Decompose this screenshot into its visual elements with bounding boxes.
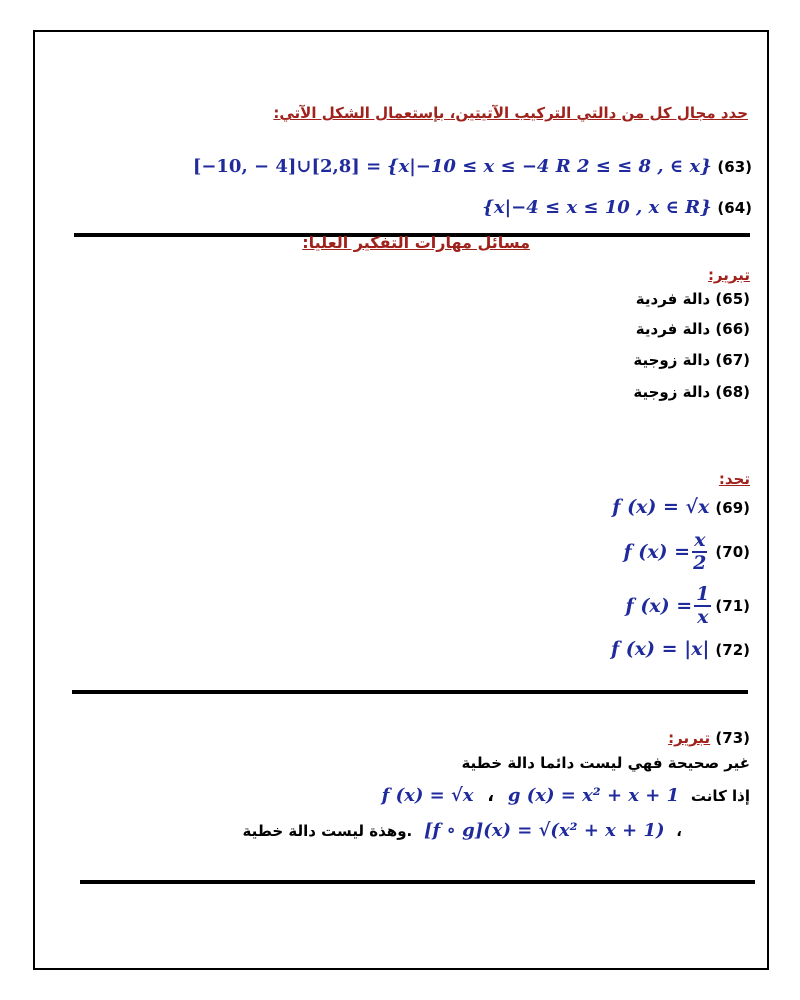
question-69 <box>612 496 750 518</box>
item-number: (65) <box>715 290 750 308</box>
justify-label: تبرير: <box>707 266 750 284</box>
q71-lhs: f (x) = <box>625 594 693 617</box>
q70-number: (70) <box>715 542 750 561</box>
list-item <box>636 320 750 338</box>
question-71 <box>626 584 750 628</box>
list-item <box>633 383 750 401</box>
question-72 <box>611 638 750 660</box>
question-73-header <box>668 729 750 747</box>
q73-conclusion: وهذة ليست دالة خطية. <box>242 822 413 840</box>
item-number: (68) <box>715 383 750 401</box>
list-item <box>633 351 750 369</box>
item-text: دالة فردية <box>635 290 711 308</box>
q71-number: (71) <box>715 596 750 615</box>
q73-label: تبرير: <box>668 729 711 747</box>
instruction-heading: حدد مجال كل من دالتي التركيب الآتيتين، بإستعمال الشكل الآتي: <box>273 104 748 122</box>
q69-rhs: √x <box>685 496 710 518</box>
q73-f-definition: f (x) = √x <box>381 785 474 806</box>
q70-denominator: 2 <box>693 551 707 574</box>
q63-union-set: [−10, − 4]∪[2,8] = <box>192 156 382 177</box>
q63-set-builder: {x|−10 ≤ x ≤ −4 R 2 ≤ ≤ 8 , ∈ x} <box>386 156 712 177</box>
q69-number: (69) <box>715 499 750 517</box>
list-item <box>636 290 750 308</box>
q70-fraction <box>692 530 707 574</box>
q71-numerator: 1 <box>696 583 710 605</box>
item-text: دالة زوجية <box>633 351 711 369</box>
q64-set-builder: {x|−4 ≤ x ≤ 10 , x ∈ R} <box>482 197 712 218</box>
question-70 <box>623 530 750 574</box>
section-title: مسائل مهارات التفكير العليا: <box>302 233 530 252</box>
item-number: (66) <box>715 320 750 338</box>
q70-numerator: x <box>694 529 706 551</box>
item-text: دالة زوجية <box>633 383 711 401</box>
q73-composition <box>243 820 682 841</box>
q70-lhs: f (x) = <box>623 540 691 563</box>
divider-2 <box>72 690 748 694</box>
q63-number: (63) <box>717 158 752 176</box>
q73-given-prefix: إذا كانت <box>690 787 750 805</box>
q71-denominator: x <box>697 605 709 628</box>
q72-number: (72) <box>715 641 750 659</box>
q71-fraction <box>694 584 711 628</box>
q73-given <box>382 785 750 806</box>
q73-composition-expr: [f ∘ g](x) = √(x² + x + 1) <box>423 820 665 841</box>
question-63 <box>193 156 752 177</box>
question-64 <box>482 197 752 218</box>
challenge-label: تحد: <box>718 470 750 488</box>
q73-number: (73) <box>715 729 750 747</box>
q73-separator: ، <box>487 785 495 806</box>
q73-composition-separator: ، <box>676 822 682 840</box>
q73-g-definition: g (x) = x² + x + 1 <box>507 785 680 806</box>
q64-number: (64) <box>717 199 752 217</box>
q72-lhs: f (x) = <box>610 638 685 660</box>
item-text: دالة فردية <box>635 320 711 338</box>
divider-3 <box>80 880 755 884</box>
item-number: (67) <box>715 351 750 369</box>
q69-lhs: f (x) = <box>612 496 686 518</box>
q72-rhs: |x| <box>684 638 710 660</box>
q73-statement: غير صحيحة فهي ليست دائما دالة خطية <box>461 754 750 772</box>
